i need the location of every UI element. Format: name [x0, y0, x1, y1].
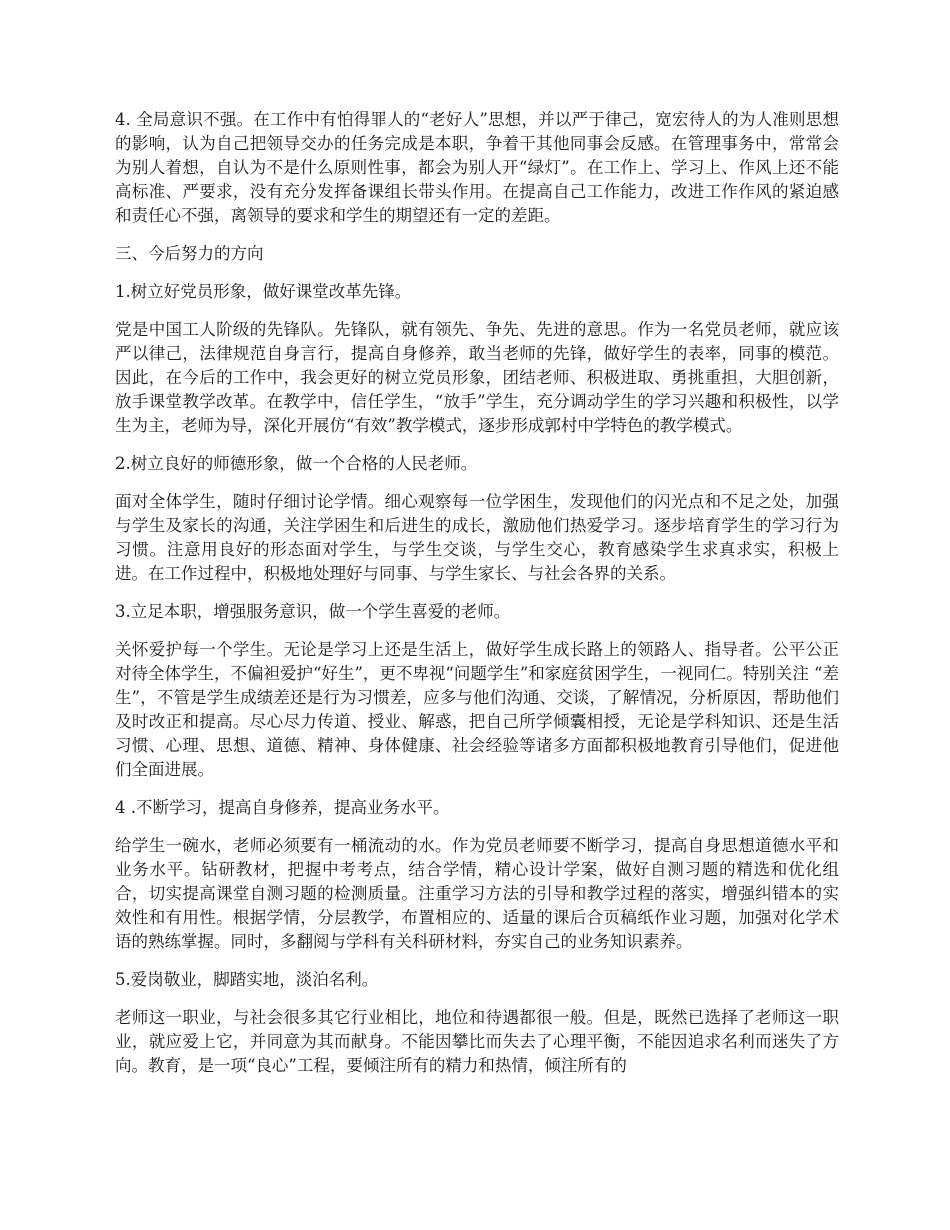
paragraph-5: 老师这一职业，与社会很多其它行业相比，地位和待遇都很一般。但是，既然已选择了老师这一职业，就应爱上它，并同意为其而献身。不能因攀比而失去了心理平衡，不能因追求名利而迷失了方向。教育，是一项“良心”工程，要倾注所有的精力和热情，倾注所有的	[115, 1008, 839, 1075]
intro-paragraph: 4. 全局意识不强。在工作中有怕得罪人的“老好人”思想，并以严于律己，宽宏待人的为人准则思想的影响，认为自己把领导交办的任务完成是本职，争着干其他同事会反感。在管理事务中，常常会为别人着想，自认为不是什么原则性事，都会为别人开“绿灯”。在工作上、学习上、作风上还不能高标准、严要求，没有充分发挥备课组长带头作用。在提高自己工作能力，改进工作作风的紧迫感和责任心不强，离领导的要求和学生的期望还有一定的差距。	[115, 110, 839, 225]
subheading-2: 2.树立良好的师德形象，做一个合格的人民老师。	[115, 454, 478, 473]
subheading-3: 3.立足本职，增强服务意识，做一个学生喜爱的老师。	[115, 602, 511, 621]
paragraph-3: 关怀爱护每一个学生。无论是学习上还是生活上，做好学生成长路上的领路人、指导者。公平公正对待全体学生，不偏袒爱护“好生”，更不卑视“问题学生”和家庭贫困学生，一视同仁。特别关注 “差生”，不管是学生成绩差还是行为习惯差，应多与他们沟通、交谈，了解情况，分析原因，帮助他们及时改正和提高。尽心尽力传道、授业、解惑，把自己所学倾囊相授，无论是学科知识、还是生活习惯、心理、思想、道德、精神、身体健康、社会经验等诸多方面都积极地教育引导他们，促进他们全面进展。	[115, 640, 839, 779]
document-page	[115, 108, 839, 1092]
paragraph-1: 党是中国工人阶级的先锋队。先锋队，就有领先、争先、先进的意思。作为一名党员老师，就应该严以律己，法律规范自身言行，提高自身修养，敢当老师的先锋，做好学生的表率，同事的模范。因此，在今后的工作中，我会更好的树立党员形象，团结老师、积极进取、勇挑重担，大胆创新，放手课堂教学改革。在教学中，信任学生，“放手”学生，充分调动学生的学习兴趣和积极性，以学生为主，老师为导，深化开展仿“有效”教学模式，逐步形成郭村中学特色的教学模式。	[115, 320, 839, 435]
subheading-5: 5.爱岗敬业，脚踏实地，淡泊名利。	[115, 970, 379, 989]
subheading-1: 1.树立好党员形象，做好课堂改革先锋。	[115, 282, 412, 301]
subheading-4: 4 .不断学习，提高自身修养，提高业务水平。	[115, 798, 450, 817]
paragraph-2: 面对全体学生，随时仔细讨论学情。细心观察每一位学困生，发现他们的闪光点和不足之处，加强与学生及家长的沟通，关注学困生和后进生的成长，激励他们热爱学习。逐步培育学生的学习行为习惯。注意用良好的形态面对学生，与学生交谈，与学生交心，教育感染学生求真求实，积极上进。在工作过程中，积极地处理好与同事、与学生家长、与社会各界的关系。	[115, 492, 839, 583]
paragraph-4: 给学生一碗水，老师必须要有一桶流动的水。作为党员老师要不断学习，提高自身思想道德水平和业务水平。钻研教材，把握中考考点，结合学情，精心设计学案，做好自测习题的精选和优化组合，切实提高课堂自测习题的检测质量。注重学习方法的引导和教学过程的落实，增强纠错本的实效性和有用性。根据学情，分层教学，布置相应的、适量的课后合页稿纸作业习题，加强对化学术语的熟练掌握。同时，多翻阅与学科有关科研材料，夯实自己的业务知识素养。	[115, 836, 839, 951]
section-title: 三、今后努力的方向	[115, 244, 264, 263]
